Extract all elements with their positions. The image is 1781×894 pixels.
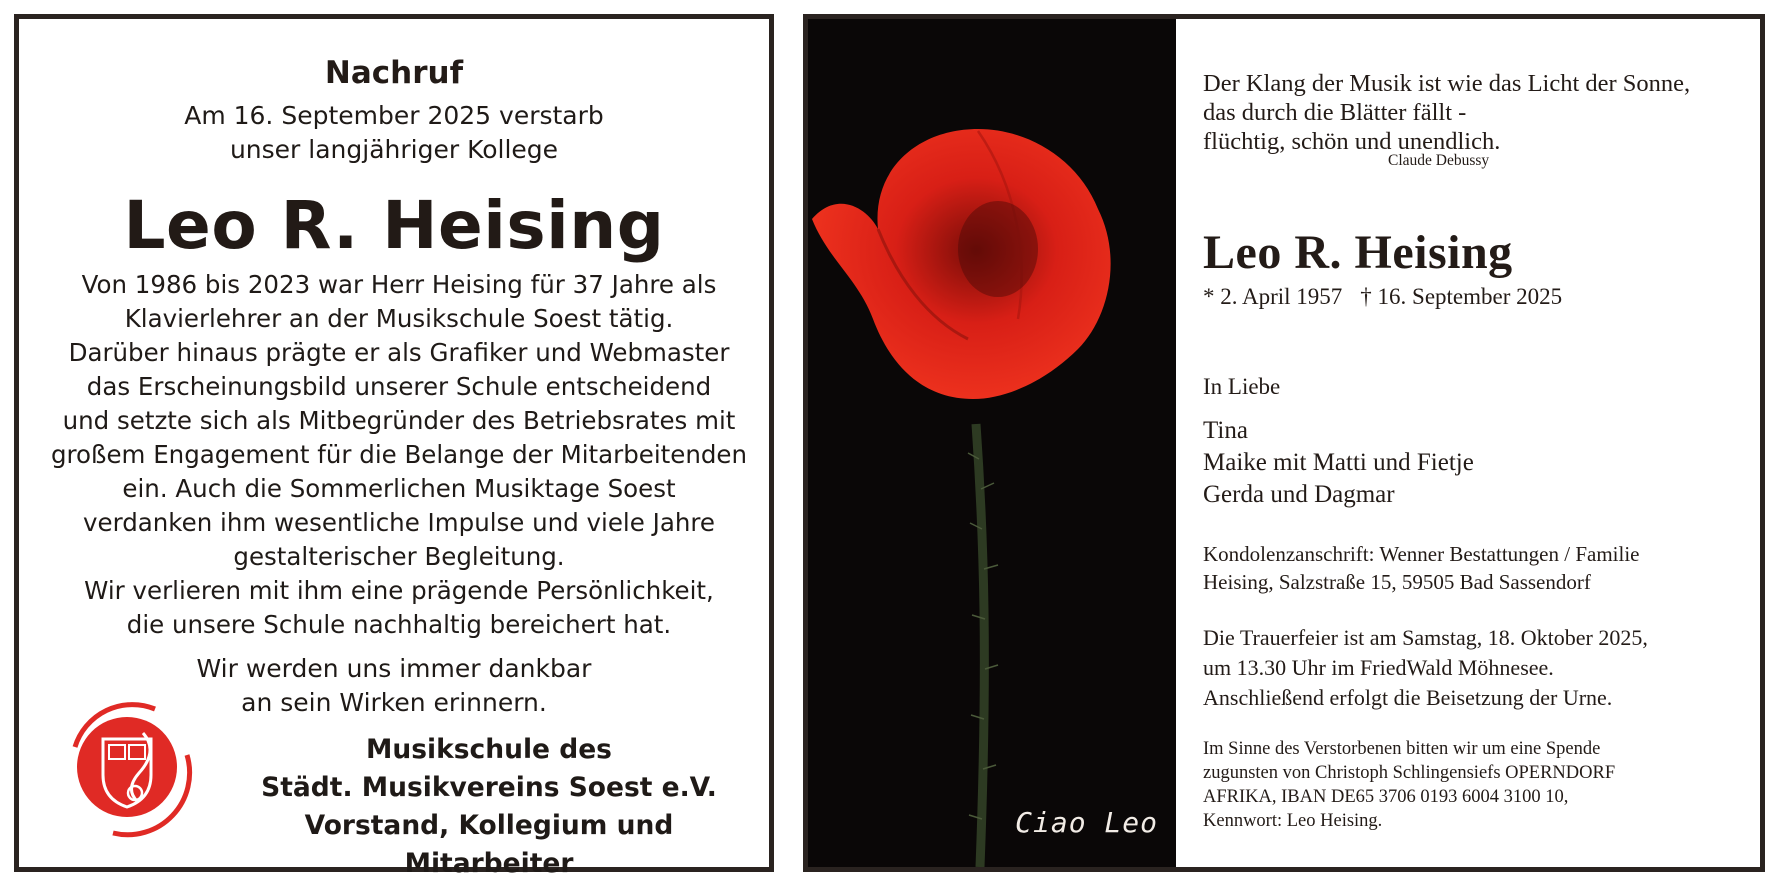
family-member: Tina [1203,417,1248,444]
body-line: Wir verlieren mit ihm eine prägende Persönlichkeit, [84,576,714,605]
thanks-line: an sein Wirken erinnern. [241,688,547,717]
funeral-details [1203,623,1742,713]
birth-date: * 2. April 1957 [1203,284,1343,309]
deceased-name: Leo R. Heising [123,187,665,264]
tribute-body [39,268,759,642]
quote-line: Der Klang der Musik ist wie das Licht der Sonne, [1203,70,1691,97]
body-line: ein. Auch die Sommerlichen Musiktage Soest [122,474,676,503]
obituary-school-notice [14,14,774,879]
body-line: das Erscheinungsbild unserer Schule entscheidend [86,372,712,401]
donation-line: Im Sinne des Verstorbenen bitten wir um eine Spende [1203,739,1601,759]
donation-line: AFRIKA, IBAN DE65 3706 0193 6004 3100 10, [1203,787,1569,807]
thanks-line: Wir werden uns immer dankbar [196,654,592,683]
signature-line: Musikschule des [366,734,612,765]
family-list [1203,415,1742,511]
family-member: Gerda und Dagmar [1203,481,1395,508]
red-poppy-icon [808,19,1176,867]
condolence-line: Kondolenzanschrift: Wenner Bestattungen / Familie [1203,542,1640,566]
music-school-crest-logo-icon [55,695,205,845]
donation-line: Kennwort: Leo Heising. [1203,811,1383,831]
condolence-address [1203,540,1742,596]
in-love-label: In Liebe [1203,374,1281,399]
debussy-quote [1203,69,1742,156]
body-line: großem Engagement für die Belange der Mitarbeitenden [50,440,748,469]
notice-heading: Nachruf [324,55,464,91]
body-line: gestalterischer Begleitung. [233,542,565,571]
funeral-line: Die Trauerfeier ist am Samstag, 18. Oktober 2025, [1203,625,1648,650]
quote-author: Claude Debussy [1388,152,1490,169]
condolence-line: Heising, Salzstraße 15, 59505 Bad Sassendorf [1203,570,1591,594]
donation-request [1203,737,1742,833]
donation-line: zugunsten von Christoph Schlingensiefs OPERNDORF [1203,763,1616,783]
photo-caption: Ciao Leo [1015,806,1158,839]
poppy-photo [808,19,1176,867]
body-line: Klavierlehrer an der Musikschule Soest tätig. [124,304,674,333]
body-line: verdanken ihm wesentliche Impulse und viele Jahre [83,508,715,537]
body-line: Darüber hinaus prägte er als Grafiker und Webmaster [68,338,730,367]
obituary-family-notice [803,14,1765,872]
deceased-name: Leo R. Heising [1203,226,1513,279]
life-dates [1203,284,1742,310]
family-member: Maike mit Matti und Fietje [1203,449,1474,476]
funeral-line: Anschließend erfolgt die Beisetzung der Urne. [1203,685,1613,710]
quote-line: flüchtig, schön und unendlich. [1203,128,1501,155]
death-date: † 16. September 2025 [1360,284,1563,309]
signature-block [229,731,749,883]
body-line: die unsere Schule nachhaltig bereichert hat. [126,610,672,639]
signature-line: Städt. Musikvereins Soest e.V. [261,772,717,803]
body-line: Von 1986 bis 2023 war Herr Heising für 37 Jahre als [81,270,717,299]
intro-text [19,99,769,167]
intro-line: unser langjähriger Kollege [229,135,559,164]
intro-line: Am 16. September 2025 verstarb [184,101,604,130]
body-line: und setzte sich als Mitbegründer des Betriebsrates mit [62,406,736,435]
quote-line: das durch die Blätter fällt - [1203,99,1467,126]
funeral-line: um 13.30 Uhr im FriedWald Möhnesee. [1203,655,1554,680]
signature-line: Vorstand, Kollegium und Mitarbeiter [304,810,674,879]
